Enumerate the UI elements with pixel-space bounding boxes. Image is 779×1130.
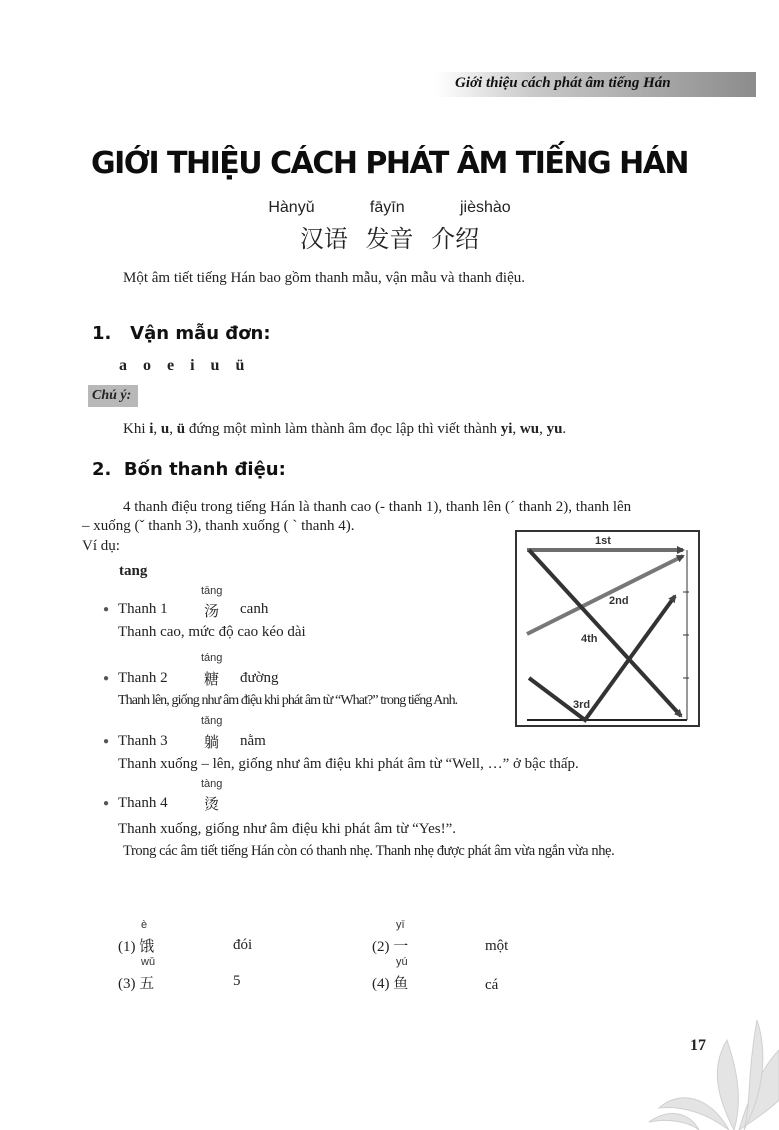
vocab2-entry: (2) 一 xyxy=(372,937,409,955)
vocab4-pinyin: yú xyxy=(396,956,408,968)
tones-paragraph-line1: 4 thanh điệu trong tiếng Hán là thanh cao (- thanh 1), thanh lên (ˊ thanh 2), thanh lên xyxy=(123,499,632,515)
tone-contour-diagram xyxy=(515,530,700,727)
vocab1-entry: (1) 饿 xyxy=(118,937,155,955)
neutral-tone-note: Trong các âm tiết tiếng Hán còn có thanh nhẹ. Thanh nhẹ được phát âm vừa ngắn vừa nhẹ. xyxy=(123,843,615,859)
example-label: Ví dụ: xyxy=(82,538,120,554)
running-header-title: Giới thiệu cách phát âm tiếng Hán xyxy=(455,75,671,91)
vocab4-entry: (4) 鱼 xyxy=(372,974,409,992)
subtitle-pinyin: Hànyǔ fāyīn jièshào xyxy=(268,199,511,216)
vocab3-entry: (3) 五 xyxy=(118,974,155,992)
tone1-hanzi: 汤 xyxy=(204,602,220,620)
page-number: 17 xyxy=(690,1037,706,1054)
tone3-meaning: nằm xyxy=(240,733,266,749)
intro-paragraph: Một âm tiết tiếng Hán bao gồm thanh mẫu, vận mẫu và thanh điệu. xyxy=(123,270,525,286)
example-word: tang xyxy=(119,563,148,579)
vocab2-pinyin: yī xyxy=(396,919,405,931)
note-label: Chú ý: xyxy=(88,385,138,407)
label-2nd: 2nd xyxy=(609,595,629,607)
tone2-label: Thanh 2 xyxy=(118,670,168,686)
tone3-hanzi: 躺 xyxy=(204,733,220,751)
label-3rd: 3rd xyxy=(573,699,591,711)
page-title: GIỚI THIỆU CÁCH PHÁT ÂM TIẾNG HÁN xyxy=(90,146,689,181)
tone2-pinyin: táng xyxy=(201,652,223,664)
tone3-label: Thanh 3 xyxy=(118,733,168,749)
tone1-pinyin: tāng xyxy=(201,585,223,597)
vocab2-meaning: một xyxy=(485,938,509,954)
tone2-description: Thanh lên, giống như âm điệu khi phát âm từ “What?” trong tiếng Anh. xyxy=(118,693,458,708)
tone4-pinyin: tàng xyxy=(201,778,223,790)
tones-paragraph-line2: – xuống (ˇ thanh 3), thanh xuống ( ˋ thanh 4). xyxy=(82,518,355,534)
vocab3-pinyin: wǔ xyxy=(141,956,156,968)
bullet-icon: ● xyxy=(103,736,110,747)
vocab4-meaning: cá xyxy=(485,977,499,993)
subtitle-hanzi: 汉语 发音 介绍 xyxy=(299,225,480,253)
lily-decoration xyxy=(639,980,779,1130)
section1-heading: 1. Vận mẫu đơn: xyxy=(92,323,271,344)
tone4-label: Thanh 4 xyxy=(118,795,168,811)
label-1st: 1st xyxy=(595,535,611,547)
label-4th: 4th xyxy=(581,633,598,645)
tone3-pinyin: tǎng xyxy=(201,715,223,727)
bullet-icon: ● xyxy=(103,798,110,809)
tone3-description: Thanh xuống – lên, giống như âm điệu khi phát âm từ “Well, …” ở bậc thấp. xyxy=(118,756,579,772)
tone1-description: Thanh cao, mức độ cao kéo dài xyxy=(118,624,306,640)
section2-heading: 2. Bốn thanh điệu: xyxy=(92,459,286,480)
vocab1-meaning: đói xyxy=(233,937,253,953)
vocab3-meaning: 5 xyxy=(233,973,241,989)
tone1-meaning: canh xyxy=(240,601,269,617)
bullet-icon: ● xyxy=(103,673,110,684)
single-vowels: a o e i u ü xyxy=(119,357,245,374)
vocab1-pinyin: è xyxy=(141,919,148,931)
tone1-label: Thanh 1 xyxy=(118,601,168,617)
tone2-hanzi: 糖 xyxy=(204,670,220,688)
note-text: Khi i, u, ü đứng một mình làm thành âm đọc lập thì viết thành yi, wu, yu. xyxy=(123,421,567,437)
bullet-icon: ● xyxy=(103,604,110,615)
tone4-description: Thanh xuống, giống như âm điệu khi phát âm từ “Yes!”. xyxy=(118,821,457,837)
tone4-hanzi: 烫 xyxy=(204,795,220,813)
tone2-meaning: đường xyxy=(240,670,279,686)
